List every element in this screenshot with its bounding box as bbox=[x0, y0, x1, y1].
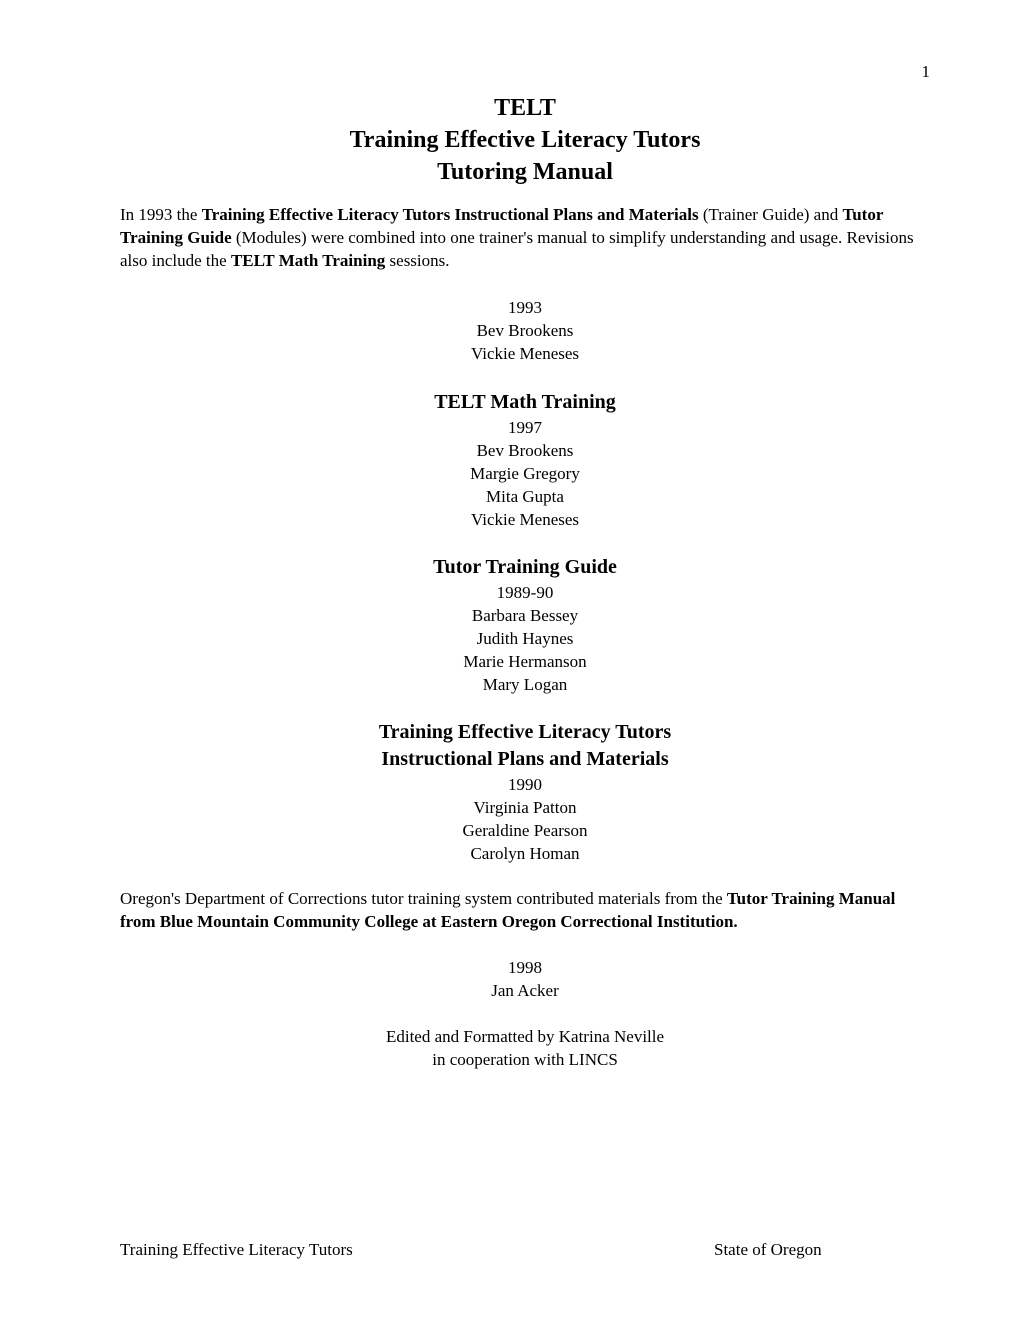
corrections-text: Oregon's Department of Corrections tutor training system contributed materials from the bbox=[120, 889, 727, 908]
credit-name: Mita Gupta bbox=[486, 487, 564, 506]
title-line-full-name: Training Effective Literacy Tutors bbox=[349, 127, 701, 153]
credit-name: Mary Logan bbox=[482, 675, 568, 694]
intro-paragraph bbox=[120, 203, 920, 272]
credit-name: Bev Brookens bbox=[476, 321, 574, 340]
section-heading: TELT Math Training bbox=[434, 391, 616, 413]
corrections-paragraph bbox=[120, 887, 910, 933]
credit-name: Geraldine Pearson bbox=[462, 821, 588, 840]
title-line-telt: TELT bbox=[494, 95, 556, 121]
credit-name: Barbara Bessey bbox=[471, 606, 579, 625]
credit-year: 1990 bbox=[508, 775, 542, 794]
credit-year: 1989-90 bbox=[496, 583, 554, 602]
page-number: 1 bbox=[921, 62, 930, 81]
credit-name: Margie Gregory bbox=[470, 464, 580, 483]
edited-by: Edited and Formatted by Katrina Neville bbox=[385, 1027, 665, 1046]
instructional-plans-section bbox=[120, 719, 930, 865]
credit-name: Jan Acker bbox=[491, 981, 559, 1000]
footer-right: State of Oregon bbox=[714, 1240, 822, 1259]
credit-name: Carolyn Homan bbox=[470, 844, 580, 863]
title-line-manual: Tutoring Manual bbox=[437, 159, 613, 185]
corrections-bold: Tutor Training Manual from Blue Mountain Community College at Eastern Oregon Correctional Institution. bbox=[120, 889, 896, 931]
credit-name: Virginia Patton bbox=[473, 798, 577, 817]
intro-text-4: sessions. bbox=[385, 251, 450, 270]
credit-year: 1993 bbox=[508, 298, 542, 317]
math-training-section bbox=[120, 389, 930, 531]
credit-year: 1997 bbox=[508, 418, 542, 437]
section-heading: Instructional Plans and Materials bbox=[381, 748, 669, 770]
intro-bold-2: Tutor Training Guide bbox=[120, 205, 884, 247]
footer-left: Training Effective Literacy Tutors bbox=[120, 1240, 353, 1259]
intro-bold-3: TELT Math Training bbox=[230, 251, 386, 270]
credit-name: Vickie Meneses bbox=[470, 510, 580, 529]
cooperation: in cooperation with LINCS bbox=[432, 1050, 618, 1069]
intro-text-1: In 1993 the bbox=[120, 205, 202, 224]
intro-text-3: (Modules) were combined into one trainer's manual to simplify understanding and usage. Revisions also include the bbox=[120, 228, 914, 270]
credit-year: 1998 bbox=[508, 958, 542, 977]
intro-text-2: (Trainer Guide) and bbox=[698, 205, 843, 224]
credit-name: Marie Hermanson bbox=[463, 652, 587, 671]
credit-name: Vickie Meneses bbox=[470, 344, 580, 363]
section-heading: Tutor Training Guide bbox=[433, 556, 617, 578]
document-title bbox=[120, 92, 930, 188]
credits-1998 bbox=[120, 956, 930, 1002]
intro-bold-1: Training Effective Literacy Tutors Instructional Plans and Materials bbox=[201, 205, 699, 224]
tutor-guide-section bbox=[120, 554, 930, 696]
credits-1993 bbox=[120, 296, 930, 365]
credit-name: Judith Haynes bbox=[476, 629, 574, 648]
section-heading: Training Effective Literacy Tutors bbox=[378, 721, 672, 743]
credit-name: Bev Brookens bbox=[476, 441, 574, 460]
edited-credit bbox=[120, 1025, 930, 1071]
